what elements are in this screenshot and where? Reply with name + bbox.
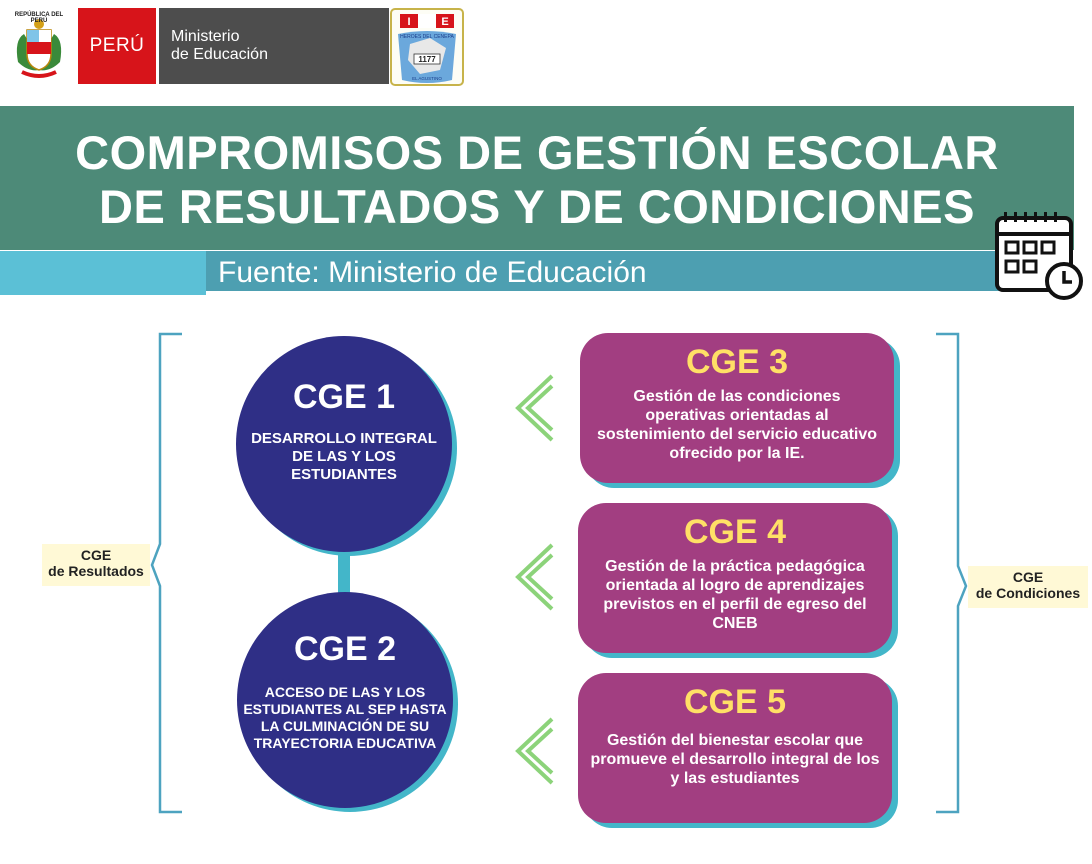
ministry-name-line1: Ministerio	[171, 28, 240, 45]
conditions-label-line2: de Condiciones	[975, 585, 1081, 601]
cge3-card	[580, 333, 894, 483]
title-line2: DE RESULTADOS Y DE CONDICIONES	[99, 180, 975, 233]
results-group-label	[42, 544, 150, 586]
cge5-title: CGE 5	[683, 683, 787, 721]
cge2-text: ACCESO DE LAS Y LOS ESTUDIANTES AL SEP HASTA LA CULMINACIÓN DE SU TRAYECTORIA EDUCATIVA	[243, 684, 447, 751]
results-label-line2: de Resultados	[48, 563, 144, 579]
conditions-bracket	[936, 334, 966, 812]
cge2-circle	[237, 592, 453, 808]
school-badge-letter-e: E	[441, 16, 449, 28]
cge4-card	[578, 503, 892, 653]
cge3-title: CGE 3	[685, 343, 789, 381]
peru-logo-box: PERÚ	[78, 8, 156, 84]
page-title	[0, 126, 1074, 234]
chevron-left-icon	[512, 374, 556, 442]
calendar-clock-icon	[994, 210, 1086, 302]
cge2-title: CGE 2	[293, 630, 397, 668]
ministry-logo-box	[159, 8, 389, 84]
cge4-title: CGE 4	[683, 513, 787, 551]
cge1-circle	[236, 336, 452, 552]
school-badge-letter-i: I	[407, 16, 411, 28]
cge5-text: Gestión del bienestar escolar que promueve el desarrollo integral de los y las estudiantes	[590, 732, 880, 787]
conditions-label-line1: CGE	[1012, 569, 1044, 585]
chevron-left-icon	[512, 717, 556, 785]
cge1-title: CGE 1	[292, 378, 396, 416]
title-line1: COMPROMISOS DE GESTIÓN ESCOLAR	[75, 126, 999, 179]
chevron-left-icon	[512, 543, 556, 611]
school-district: EL AGUSTINO	[412, 76, 442, 81]
results-bracket	[152, 334, 182, 812]
results-label-line1: CGE	[80, 547, 112, 563]
circle-connector	[338, 548, 350, 596]
shield-caption: REPÚBLICA DEL PERÚ	[14, 12, 64, 24]
school-name: HEROES DEL CENEPA	[400, 34, 454, 40]
source-caption: Fuente: Ministerio de Educación	[218, 256, 647, 289]
ministry-name-line2: de Educación	[171, 46, 268, 63]
cge3-text: Gestión de las condiciones operativas orientadas al sostenimiento del servicio educativo ofrecido por la IE.	[596, 388, 878, 462]
cge5-card	[578, 673, 892, 823]
school-logo-icon	[390, 8, 464, 86]
cge1-text: DESARROLLO INTEGRAL DE LAS Y LOS ESTUDIANTES	[251, 430, 437, 483]
source-bar-accent	[0, 251, 206, 295]
conditions-group-label	[968, 566, 1088, 608]
school-number: 1177	[418, 55, 436, 64]
cge4-text: Gestión de la práctica pedagógica orientada al logro de aprendizajes previstos en el perfil de egreso del CNEB	[603, 558, 867, 632]
